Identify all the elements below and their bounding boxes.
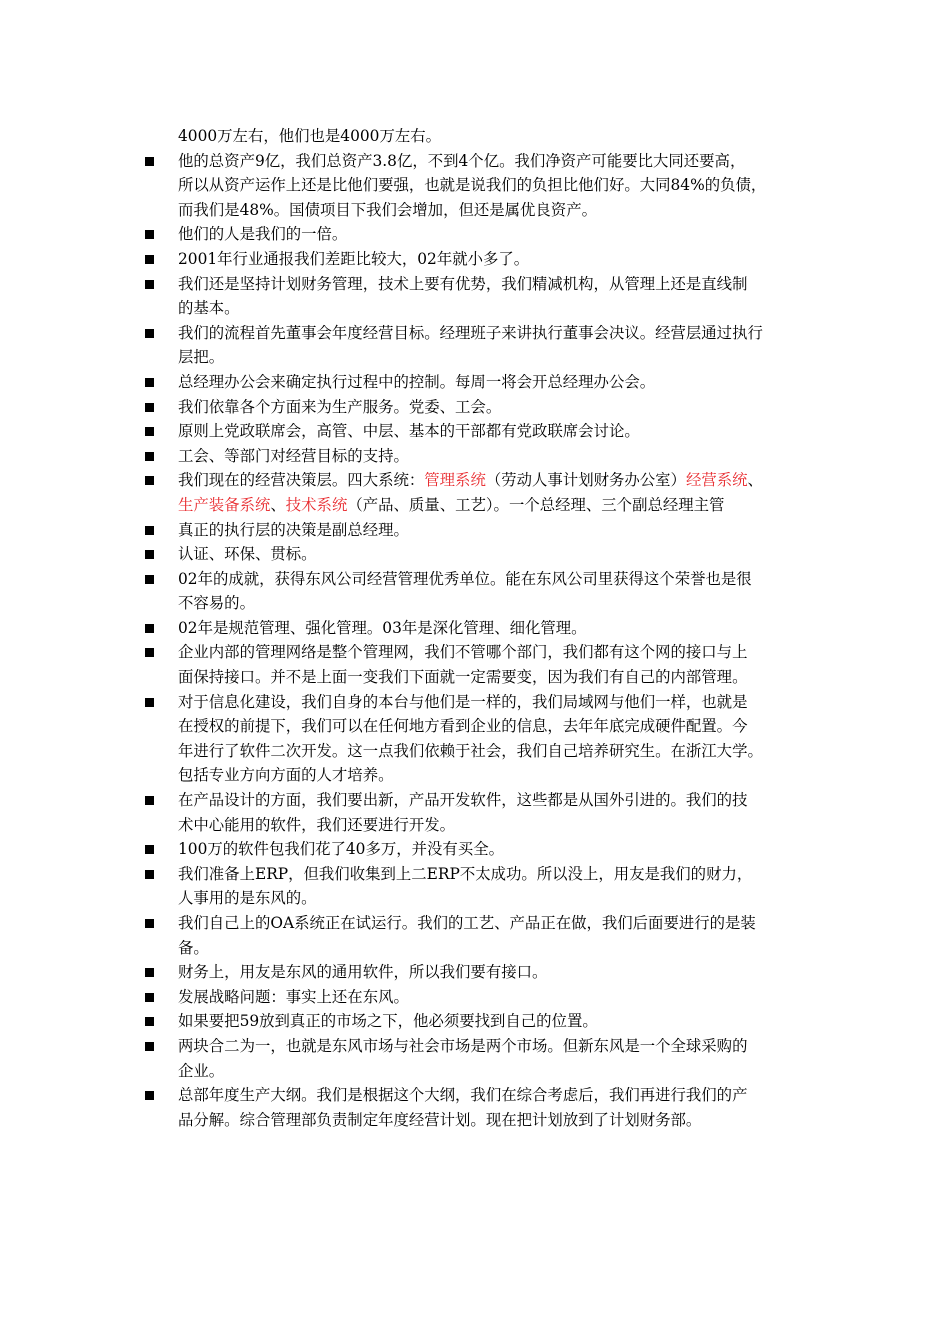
list-item — [142, 370, 822, 395]
text-line: 品分解。综合管理部负责制定年度经营计划。现在把计划放到了计划财务部。 — [178, 1110, 702, 1129]
text-line: 我们准备上ERP，但我们收集到上二ERP不太成功。所以没上，用友是我们的财力， — [178, 864, 753, 883]
text-line: 他的总资产9亿，我们总资产3.8亿，不到4个亿。我们净资产可能要比大同还要高， — [178, 151, 746, 170]
text-line: 发展战略问题：事实上还在东风。 — [178, 987, 409, 1006]
list-item — [142, 542, 822, 567]
text-line: 不容易的。 — [178, 594, 255, 613]
text-line: 层把。 — [178, 348, 225, 367]
text-line: 认证、环保、贯标。 — [178, 545, 317, 564]
list-item — [142, 1009, 822, 1034]
highlight-technology-system: 技术系统 — [285, 495, 348, 514]
list-item — [142, 640, 822, 689]
black-square-bullet-icon — [145, 526, 154, 535]
text-line: 所以从资产运作上还是比他们要强，也就是说我们的负担比他们好。大同84%的负债， — [178, 176, 767, 195]
text-line: 的基本。 — [178, 299, 240, 318]
highlight-management-system: 管理系统 — [424, 471, 486, 490]
text-line: 而我们是48%。国债项目下我们会增加，但还是属优良资产。 — [178, 200, 597, 219]
black-square-bullet-icon — [145, 476, 154, 485]
list-item — [142, 788, 822, 837]
text-line: 我们依靠各个方面来为生产服务。党委、工会。 — [178, 397, 502, 416]
list-item — [142, 444, 822, 469]
highlight-operation-system: 经营系统 — [685, 471, 748, 490]
text-line: 两块合二为一，也就是东风市场与社会市场是两个市场。但新东风是一个全球采购的 — [178, 1036, 748, 1055]
list-item — [142, 911, 822, 960]
text-line: 总部年度生产大纲。我们是根据这个大纲，我们在综合考虑后，我们再进行我们的产 — [178, 1086, 748, 1105]
bullet-list — [142, 149, 822, 1133]
text-line: 企业。 — [178, 1061, 225, 1080]
text-line: 100万的软件包我们花了40多万，并没有买全。 — [178, 840, 504, 859]
plain-text: 、 — [270, 495, 286, 514]
list-item — [142, 616, 822, 641]
black-square-bullet-icon — [145, 255, 154, 264]
black-square-bullet-icon — [145, 403, 154, 412]
text-line: 术中心能用的软件，我们还要进行开发。 — [178, 815, 456, 834]
list-item — [142, 518, 822, 543]
continuation-line: 4000万左右，他们也是4000万左右。 — [178, 127, 442, 145]
text-line: 对于信息化建设，我们自身的本台与他们是一样的，我们局域网与他们一样，也就是 — [178, 692, 748, 711]
text-line: 备。 — [178, 938, 209, 957]
black-square-bullet-icon — [145, 1017, 154, 1026]
black-square-bullet-icon — [145, 845, 154, 854]
black-square-bullet-icon — [145, 968, 154, 977]
text-line: 总经理办公会来确定执行过程中的控制。每周一将会开总经理办公会。 — [178, 372, 656, 391]
black-square-bullet-icon — [145, 230, 154, 239]
text-line: 02年的成就，获得东风公司经营管理优秀单位。能在东风公司里获得这个荣誉也是很 — [178, 569, 752, 588]
text-line: 财务上，用友是东风的通用软件，所以我们要有接口。 — [178, 963, 548, 982]
text-line: 在授权的前提下，我们可以在任何地方看到企业的信息，去年年底完成硬件配置。今 — [178, 717, 748, 736]
list-item-four-systems — [142, 468, 822, 517]
black-square-bullet-icon — [145, 1091, 154, 1100]
text-line: 如果要把59放到真正的市场之下，他必须要找到自己的位置。 — [178, 1012, 598, 1031]
text-line: 面保持接口。并不是上面一变我们下面就一定需要变，因为我们有自己的内部管理。 — [178, 668, 748, 687]
black-square-bullet-icon — [145, 575, 154, 584]
black-square-bullet-icon — [145, 157, 154, 166]
text-line: 在产品设计的方面，我们要出新，产品开发软件，这些都是从国外引进的。我们的技 — [178, 791, 748, 810]
list-item — [142, 149, 822, 223]
text-line: 02年是规范管理、强化管理。03年是深化管理、细化管理。 — [178, 618, 587, 637]
text-line: 他们的人是我们的一倍。 — [178, 225, 348, 244]
black-square-bullet-icon — [145, 1042, 154, 1051]
plain-text: （劳动人事计划财务办公室） — [485, 471, 686, 490]
text-line: 原则上党政联席会，高管、中层、基本的干部都有党政联席会讨论。 — [178, 422, 640, 441]
highlight-production-equipment-system: 生产装备系统 — [178, 495, 271, 514]
text-line — [178, 493, 822, 518]
black-square-bullet-icon — [145, 624, 154, 633]
text-line: 我们还是坚持计划财务管理，技术上要有优势，我们精减机构，从管理上还是直线制 — [178, 274, 748, 293]
list-item — [142, 567, 822, 616]
document-body — [142, 124, 822, 1132]
black-square-bullet-icon — [145, 870, 154, 879]
black-square-bullet-icon — [145, 698, 154, 707]
black-square-bullet-icon — [145, 648, 154, 657]
black-square-bullet-icon — [145, 280, 154, 289]
black-square-bullet-icon — [145, 993, 154, 1002]
black-square-bullet-icon — [145, 550, 154, 559]
black-square-bullet-icon — [145, 452, 154, 461]
black-square-bullet-icon — [145, 427, 154, 436]
text-line: 人事用的是东风的。 — [178, 889, 317, 908]
list-item — [142, 690, 822, 788]
text-line: 工会、等部门对经营目标的支持。 — [178, 446, 409, 465]
list-item — [142, 222, 822, 247]
text-line: 真正的执行层的决策是副总经理。 — [178, 520, 409, 539]
text-line: 2001年行业通报我们差距比较大，02年就小多了。 — [178, 249, 530, 268]
plain-text: 我们现在的经营决策层。四大系统： — [178, 471, 425, 490]
list-item — [142, 837, 822, 862]
text-line: 我们的流程首先董事会年度经营目标。经理班子来讲执行董事会决议。经营层通过执行 — [178, 323, 763, 342]
list-item — [142, 419, 822, 444]
text-line: 年进行了软件二次开发。这一点我们依赖于社会，我们自己培养研究生。在浙江大学。 — [178, 741, 763, 760]
plain-text: 、 — [747, 471, 763, 490]
black-square-bullet-icon — [145, 796, 154, 805]
plain-text: （产品、质量、工艺）。一个总经理、三个副总经理主管 — [347, 495, 725, 514]
list-item — [142, 247, 822, 272]
black-square-bullet-icon — [145, 919, 154, 928]
list-item — [142, 985, 822, 1010]
list-item — [142, 395, 822, 420]
black-square-bullet-icon — [145, 378, 154, 387]
text-line — [178, 468, 822, 493]
list-item — [142, 321, 822, 370]
text-line: 企业内部的管理网络是整个管理网，我们不管哪个部门，我们都有这个网的接口与上 — [178, 643, 748, 662]
list-item — [142, 1083, 822, 1132]
list-item — [142, 1034, 822, 1083]
list-item — [142, 862, 822, 911]
black-square-bullet-icon — [145, 329, 154, 338]
text-line: 包括专业方向方面的人才培养。 — [178, 766, 394, 785]
list-item — [142, 272, 822, 321]
list-item — [142, 960, 822, 985]
text-line: 我们自己上的OA系统正在试运行。我们的工艺、产品正在做，我们后面要进行的是装 — [178, 914, 756, 932]
